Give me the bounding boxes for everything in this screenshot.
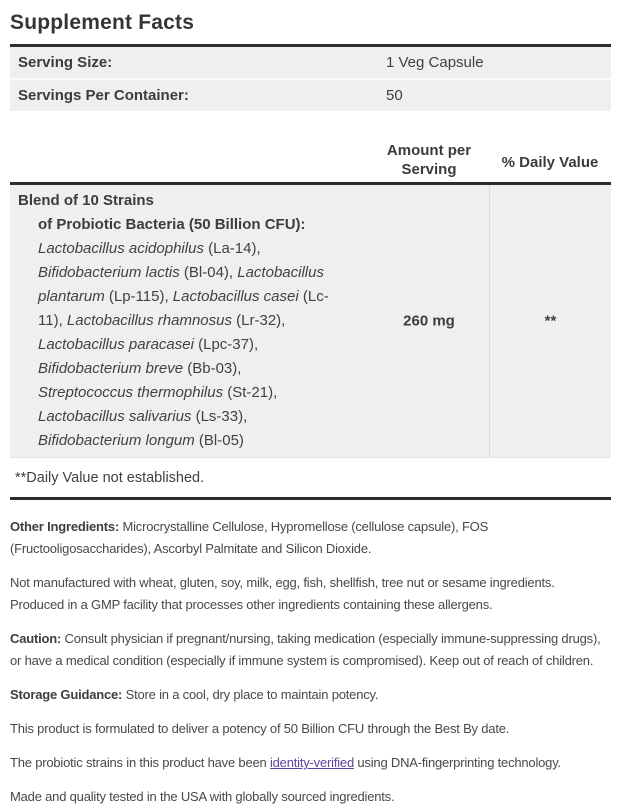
blend-title-line-2: of Probiotic Bacteria (50 Billion CFU): (38, 216, 306, 233)
table-header-row (10, 134, 611, 182)
daily-value-footnote: **Daily Value not established. (10, 458, 611, 497)
identity-verified-link[interactable]: identity-verified (269, 755, 354, 770)
strain-line: Bifidobacterium longum (Bl-05) (38, 432, 244, 449)
info-paragraph: Other Ingredients: Microcrystalline Cellulose, Hypromellose (cellulose capsule), FOS (Fructooligosaccharides), Ascorbyl Palmitate and Silicon Dioxide. (10, 519, 489, 556)
paragraph-lead: Other Ingredients: (10, 519, 120, 534)
strain-lines (18, 237, 480, 453)
strain-line: Bifidobacterium lactis (Bl-04), Lactobacillus (38, 264, 324, 281)
info-paragraph: Made and quality tested in the USA with globally sourced ingredients. (10, 789, 395, 804)
divider-rule-bottom (10, 497, 611, 500)
paragraph-lead: Caution: (10, 631, 62, 646)
blend-row (10, 185, 611, 458)
paragraph-lead: Storage Guidance: (10, 687, 123, 702)
column-header-daily-value: % Daily Value (501, 154, 599, 171)
strain-line: Bifidobacterium breve (Bb-03), (38, 360, 242, 377)
info-paragraph: Storage Guidance: Store in a cool, dry place to maintain potency. (10, 687, 379, 702)
strain-line: Lactobacillus salivarius (Ls-33), (38, 408, 248, 425)
facts-label (10, 0, 611, 500)
column-header-amount-per-serving: Amount per Serving (386, 142, 472, 178)
serving-size-label: Serving Size: (18, 54, 113, 71)
info-paragraphs (10, 516, 610, 808)
spacer (10, 111, 611, 134)
strain-line: plantarum (Lp-115), Lactobacillus casei (Lc- (38, 288, 329, 305)
strain-line: Lactobacillus paracasei (Lpc-37), (38, 336, 259, 353)
info-paragraph: This product is formulated to deliver a potency of 50 Billion CFU through the Best By date. (10, 721, 510, 736)
strain-line: 11), Lactobacillus rhamnosus (Lr-32), (38, 312, 286, 329)
servings-per-container-row (10, 80, 611, 111)
info-paragraph: Caution: Consult physician if pregnant/nursing, taking medication (especially immune-suppressing drugs), or have a medical condition (especially if immune system is compromised). Keep out of reach of children. (10, 631, 601, 668)
strain-line: Lactobacillus acidophilus (La-14), (38, 240, 261, 257)
page-title: Supplement Facts (10, 11, 195, 34)
blend-daily-value: ** (544, 312, 557, 330)
info-paragraph: The probiotic strains in this product have been identity-verified using DNA-fingerprinting technology. (10, 755, 561, 770)
serving-size-row (10, 47, 611, 78)
serving-size-value: 1 Veg Capsule (386, 54, 484, 71)
blend-title-line-1: Blend of 10 Strains (18, 192, 154, 209)
servings-per-container-label: Servings Per Container: (18, 87, 189, 104)
strain-line: Streptococcus thermophilus (St-21), (38, 384, 278, 401)
info-paragraph: Not manufactured with wheat, gluten, soy, milk, egg, fish, shellfish, tree nut or sesame ingredients. Produced in a GMP facility that processes other ingredients containing these allergens. (10, 575, 555, 612)
servings-per-container-value: 50 (386, 87, 403, 104)
blend-amount-value: 260 mg (403, 312, 455, 330)
